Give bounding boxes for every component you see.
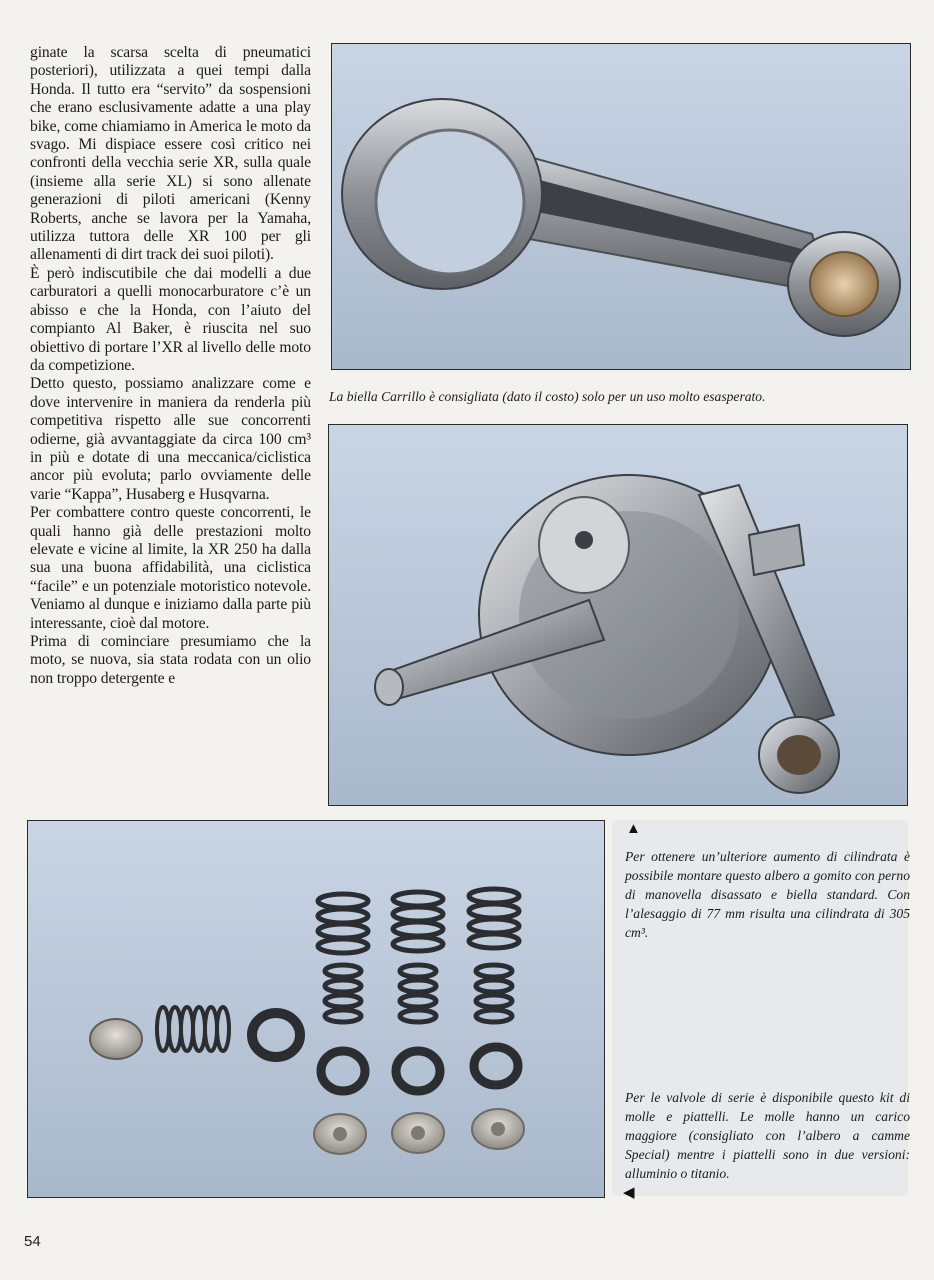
- article-paragraph: È però indiscutibile che dai modelli a due carburatori a quelli monocarburatore c’è un abisso e che la Honda, con l’aiuto del compianto Al Baker, è riuscita nel suo obiettivo di portare l’XR al livello delle moto da competizione.: [30, 264, 311, 374]
- valve-springs-photo: [27, 820, 605, 1198]
- article-paragraph: Per combattere contro queste concorrenti, le quali hanno già delle prestazioni molto elevate e vicine al limite, la XR 250 ha dalla sua una buona affidabilità, una ciclistica “facile” e un potenziale motoristico notevole. Veniamo al dunque e iniziamo dalla parte più interessante, cioè dal motore.: [30, 504, 311, 632]
- article-paragraph: ginate la scarsa scelta di pneumatici posteriori), utilizzata a quei tempi dalla Honda. Il tutto era “servito” da sospensioni che erano esclusivamente adatte a una play bike, come chiamiamo in America le moto da svago. Mi dispiace essere così critico nei confronti della vecchia serie XR, sulla quale (insieme alla serie XL) si sono allenate generazioni di piloti americani (Kenny Roberts, anche se lavora per la Yamaha, utilizza tuttora delle XR 100 per gli allenamenti di dirt track dei suoi piloti).: [30, 44, 311, 264]
- crankshaft-photo: [328, 424, 908, 806]
- article-paragraph: Prima di cominciare presumiamo che la moto, se nuova, sia stata rodata con un olio non troppo detergente e: [30, 633, 311, 687]
- valve-springs-caption: Per le valvole di serie è disponibile questo kit di molle e piattelli. Le molle hanno un carico maggiore (consigliato con l’albero a camme Special) mentre i piattelli sono in due versioni: alluminio o titanio.: [625, 1090, 910, 1181]
- article-paragraph: Detto questo, possiamo analizzare come e dove intervenire in maniera da renderla più competitiva rispetto alle sue concorrenti odierne, già avvantaggiate da circa 100 cm³ in più e dotate di una meccanica/ciclistica ancor più evoluta; parlo ovviamente delle varie “Kappa”, Husaberg e Husqvarna.: [30, 375, 311, 503]
- connecting-rod-caption: La biella Carrillo è consigliata (dato il costo) solo per un uso molto esasperato.: [329, 389, 766, 404]
- crankshaft-caption: Per ottenere un’ulteriore aumento di cilindrata è possibile montare questo albero a gomito con perno di manovella disassato e biella standard. Con l’alesaggio di 77 mm risulta una cilindrata di 305 cm³.: [625, 849, 910, 940]
- connecting-rod-photo: [331, 43, 911, 370]
- page-number: 54: [24, 1233, 41, 1250]
- arrow-up-icon: ▲: [626, 821, 641, 837]
- article-body: [30, 44, 311, 688]
- arrow-left-icon: ◀: [623, 1185, 635, 1201]
